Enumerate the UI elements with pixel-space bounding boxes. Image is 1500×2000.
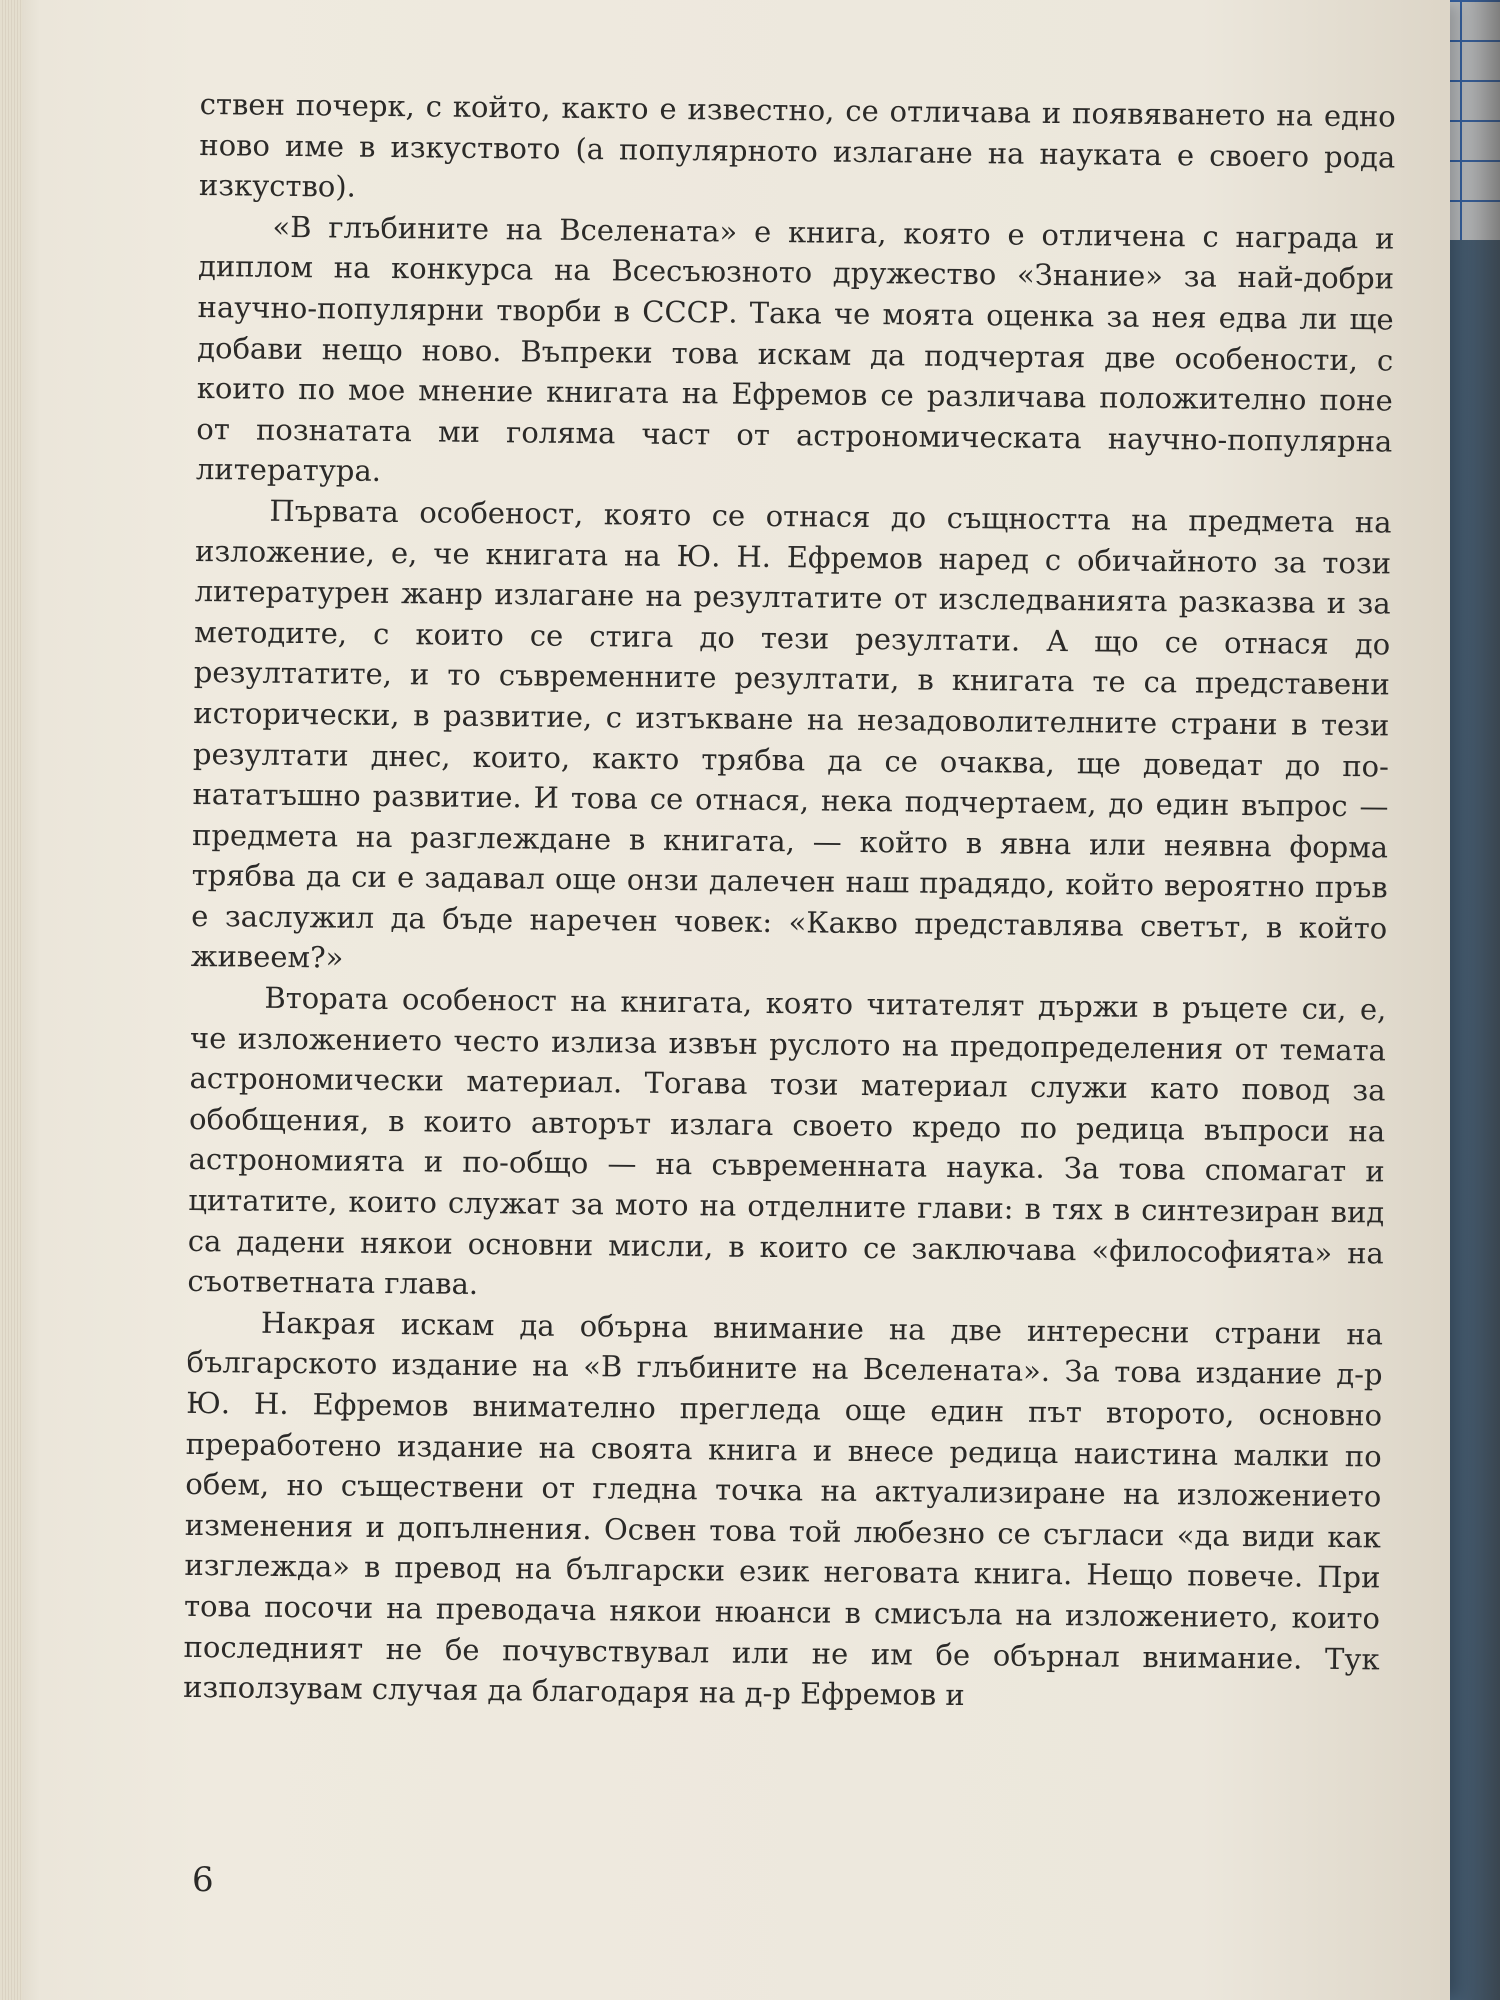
page-number: 6 bbox=[192, 1860, 214, 1900]
paragraph-5: Накрая искам да обърна внимание на две интересни страни на българското издание на «В глъбините на Вселената». За това издание д-р Ю. Н. Ефремов внимателно прегледа още един път второто, основно преработено издание на своята книга и внесе редица наистина малки по обем, но съществени от гледна точка на актуализиране на изложението изменения и допълнения. Освен това той любезно се съгласи «да види как изглежда» в превод на български език неговата книга. Нещо повече. При това посочи на преводача някои нюанси в смисъла на изложението, които последният не бе почувствувал или не им бе обърнал внимание. Тук използувам случая да благодаря на д-р Ефремов и bbox=[183, 1305, 1384, 1713]
body-text bbox=[183, 84, 1396, 1720]
page-edge bbox=[0, 0, 22, 2000]
paragraph-4: Втората особеност на книгата, която читателят държи в ръцете си, е, че изложението често излиза извън руслото на предопределения от темата астрономически материал. Тогава този материал служи като повод за обобщения, в които авторът излага своето кредо по редица въпроси на астрономията и по-общо — на съвременната наука. За това спомагат и цитатите, които служат за мото на отделните глави: в тях в синтезиран вид са дадени някои основни мисли, в които се заключава «философията» на съответната глава. bbox=[187, 980, 1387, 1302]
paragraph-3: Първата особеност, която се отнася до същността на предмета на изложение, е, че книгата на Ю. Н. Ефремов наред с обичайното за този литературен жанр излагане на резултатите от изследванията разказва и за методите, с които се стига до тези резултати. А що се отнася до резултатите, и то съвременните резултати, в книгата те са представени исторически, в развитие, с изтъкване на незадоволителните страни в тези резултати днес, които, както трябва да се очаква, ще доведат до по-нататъшно развитие. И това се отнася, нека подчертаем, до един въпрос — предмета на разглеждане в книгата, — който в явна или неявна форма трябва да си е задавал още онзи далечен наш прадядо, който вероятно пръв е заслужил да бъде наречен човек: «Какво представлява светът, в който живеем?» bbox=[190, 493, 1392, 976]
paragraph-2: «В глъбините на Вселената» е книга, която е отличена с награда и диплом на конкурса на Всесъюзното дружество «Знание» за най-добри научно-популярни творби в СССР. Така че моята оценка за нея едва ли ще добави нещо ново. Въпреки това искам да подчертая две особености, с които по мое мнение книгата на Ефремов се различава положително поне от познатата ми голяма част от астрономическата научно-популярна литература. bbox=[195, 209, 1395, 489]
paragraph-1: ствен почерк, с който, както е известно, се отличава и появяването на едно ново име в изкуството (а популярното излагане на науката е своего рода изкуство). bbox=[198, 86, 1396, 204]
